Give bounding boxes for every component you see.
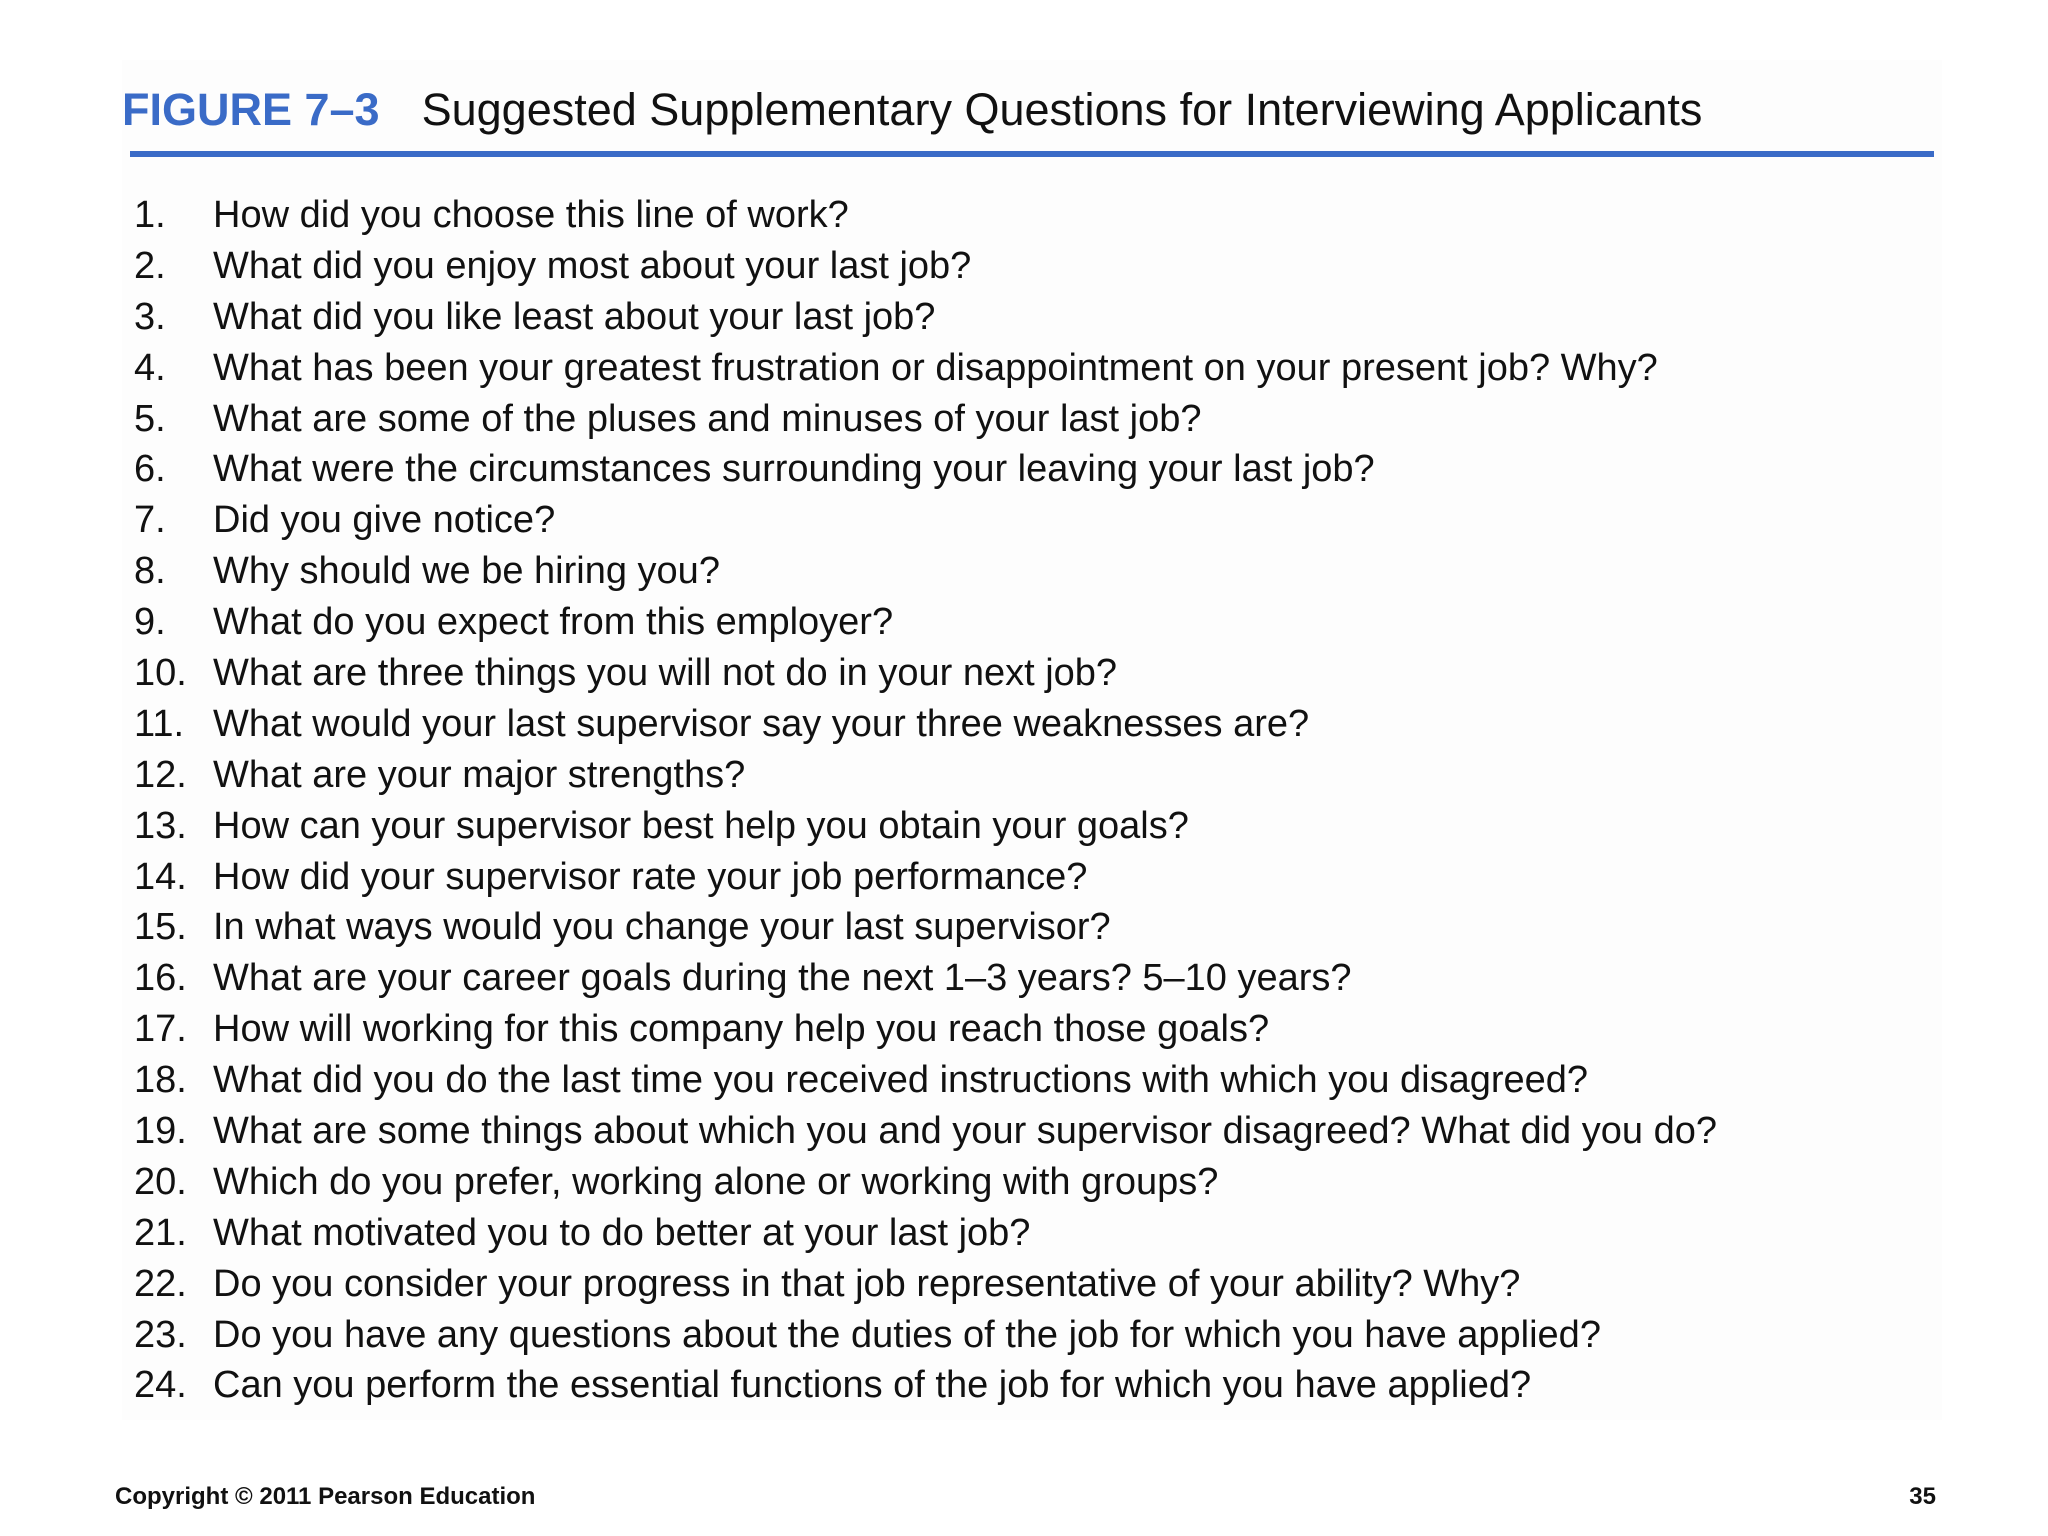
list-item: [134, 343, 1717, 394]
question-text: What did you do the last time you received instructions with which you disagreed?: [213, 1059, 1589, 1102]
list-item: [134, 801, 1717, 852]
list-item: [134, 1259, 1717, 1310]
question-text: Which do you prefer, working alone or working with groups?: [213, 1160, 1219, 1203]
figure-title: [122, 80, 1702, 151]
copyright-notice: Copyright © 2011 Pearson Education: [115, 1483, 536, 1510]
question-text: Do you have any questions about the duties of the job for which you have applied?: [213, 1313, 1601, 1356]
question-number: 9.: [134, 601, 166, 644]
question-number: 16.: [134, 957, 187, 1000]
question-text: What are three things you will not do in your next job?: [213, 652, 1118, 695]
list-item: [134, 190, 1717, 241]
question-number: 10.: [134, 652, 187, 695]
question-number: 19.: [134, 1110, 187, 1153]
list-item: [134, 241, 1717, 292]
question-text: What did you enjoy most about your last job?: [213, 244, 972, 287]
list-item: [134, 1004, 1717, 1055]
question-text: How did you choose this line of work?: [213, 194, 849, 236]
figure-label: FIGURE 7–3: [122, 84, 380, 135]
list-item: [134, 546, 1717, 597]
list-item: [134, 394, 1717, 445]
question-number: 18.: [134, 1059, 187, 1102]
list-item: [134, 292, 1717, 343]
question-number: 1.: [134, 194, 166, 236]
page-number: 35: [1909, 1483, 1936, 1510]
question-text: How will working for this company help you reach those goals?: [213, 1008, 1270, 1051]
question-list: [134, 190, 1717, 1411]
question-number: 5.: [134, 397, 166, 440]
question-text: What are some of the pluses and minuses of your last job?: [213, 397, 1202, 440]
question-number: 13.: [134, 804, 187, 847]
list-item: [134, 1360, 1717, 1411]
list-item: [134, 1106, 1717, 1157]
question-text: What were the circumstances surrounding your leaving your last job?: [213, 448, 1375, 491]
question-number: 15.: [134, 906, 187, 949]
list-item: [134, 648, 1717, 699]
question-number: 4.: [134, 346, 166, 389]
list-item: [134, 953, 1717, 1004]
question-text: Can you perform the essential functions of the job for which you have applied?: [213, 1364, 1532, 1407]
question-text: What motivated you to do better at your last job?: [213, 1211, 1031, 1254]
question-text: What are some things about which you and your supervisor disagreed? What did you do?: [213, 1110, 1717, 1153]
question-number: 12.: [134, 753, 187, 796]
question-text: What did you like least about your last job?: [213, 295, 936, 338]
question-number: 22.: [134, 1262, 187, 1305]
list-item: [134, 699, 1717, 750]
question-number: 8.: [134, 550, 166, 593]
question-number: 6.: [134, 448, 166, 491]
question-number: 7.: [134, 499, 166, 542]
list-item: [134, 1208, 1717, 1259]
question-text: How can your supervisor best help you obtain your goals?: [213, 804, 1189, 847]
question-text: What would your last supervisor say your three weaknesses are?: [213, 702, 1310, 745]
question-number: 17.: [134, 1008, 187, 1051]
list-item: [134, 495, 1717, 546]
question-text: What has been your greatest frustration or disappointment on your present job? Why?: [213, 346, 1658, 389]
list-item: [134, 902, 1717, 953]
list-item: [134, 1310, 1717, 1361]
question-number: 2.: [134, 244, 166, 287]
question-text: In what ways would you change your last supervisor?: [213, 906, 1111, 949]
list-item: [134, 597, 1717, 648]
question-text: Do you consider your progress in that job representative of your ability? Why?: [213, 1262, 1521, 1305]
list-item: [134, 750, 1717, 801]
question-text: What are your career goals during the next 1–3 years? 5–10 years?: [213, 957, 1352, 1000]
question-number: 23.: [134, 1313, 187, 1356]
question-number: 11.: [134, 702, 185, 745]
question-number: 14.: [134, 855, 187, 898]
question-text: Why should we be hiring you?: [213, 550, 720, 593]
figure-title-text: Suggested Supplementary Questions for Interviewing Applicants: [421, 84, 1703, 135]
question-number: 21.: [134, 1211, 187, 1254]
question-text: Did you give notice?: [213, 499, 556, 542]
title-underline: [130, 151, 1934, 157]
question-text: How did your supervisor rate your job performance?: [213, 855, 1088, 898]
list-item: [134, 1157, 1717, 1208]
question-text: What do you expect from this employer?: [213, 601, 894, 644]
list-item: [134, 444, 1717, 495]
question-text: What are your major strengths?: [213, 753, 746, 796]
question-number: 24.: [134, 1364, 187, 1407]
list-item: [134, 1055, 1717, 1106]
list-item: [134, 852, 1717, 903]
question-number: 20.: [134, 1160, 187, 1203]
question-number: 3.: [134, 295, 166, 338]
